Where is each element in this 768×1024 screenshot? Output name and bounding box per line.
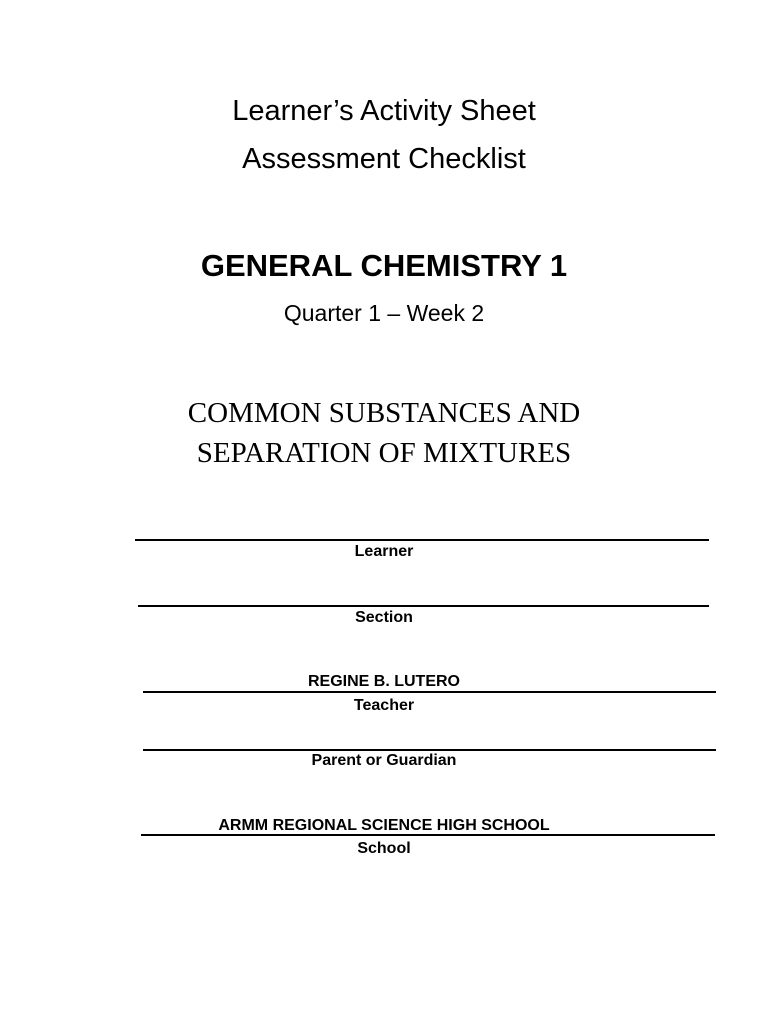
- quarter-week: Quarter 1 – Week 2: [283, 300, 485, 326]
- sheet-subtitle: Assessment Checklist: [242, 143, 526, 175]
- section-line: [138, 605, 709, 607]
- school-value: ARMM REGIONAL SCIENCE HIGH SCHOOL: [218, 817, 550, 834]
- sheet-title: Learner’s Activity Sheet: [232, 95, 536, 127]
- school-label: School: [357, 840, 411, 857]
- topic-line-1: COMMON SUBSTANCES AND: [187, 397, 581, 429]
- teacher-label: Teacher: [353, 697, 415, 714]
- parent-label: Parent or Guardian: [311, 752, 457, 769]
- learner-line: [135, 539, 709, 541]
- learner-label: Learner: [354, 543, 414, 560]
- section-label: Section: [355, 609, 413, 626]
- topic-line-2: SEPARATION OF MIXTURES: [196, 437, 572, 469]
- teacher-value: REGINE B. LUTERO: [307, 673, 460, 690]
- subject-title: GENERAL CHEMISTRY 1: [200, 248, 568, 283]
